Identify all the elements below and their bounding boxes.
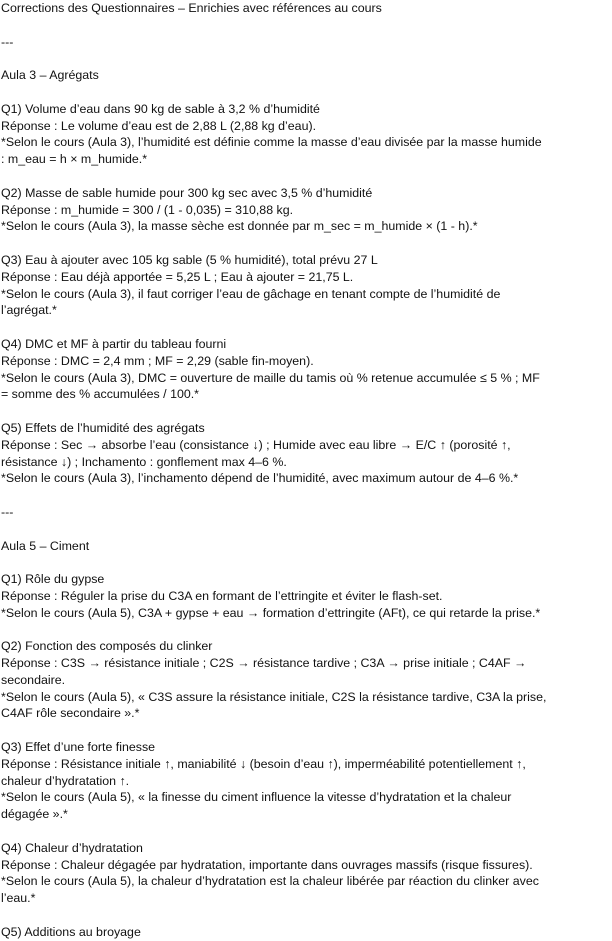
course-note: *Selon le cours (Aula 3), la masse sèche est donnée par m_sec = m_humide × (1 - h).* xyxy=(1,219,478,234)
spacer xyxy=(1,17,612,34)
answer-text: Réponse : Réguler la prise du C3A en formant de l’ettringite et éviter le flash-set. xyxy=(1,588,443,603)
answer-text: Réponse : Le volume d’eau est de 2,88 L (2,88 kg d’eau). xyxy=(1,118,317,133)
course-note: *Selon le cours (Aula 5), « C3S assure la résistance initiale, C2S la résistance tardive, C3A la prise, xyxy=(1,689,547,704)
document-title: Corrections des Questionnaires – Enrichies avec références au cours xyxy=(1,1,382,15)
spacer xyxy=(1,823,612,840)
answer-text: Réponse : DMC = 2,4 mm ; MF = 2,29 (sable fin-moyen). xyxy=(1,353,314,368)
course-note: *Selon le cours (Aula 5), la chaleur d’hydratation est la chaleur libérée par réaction du clinker avec xyxy=(1,874,539,889)
separator: --- xyxy=(1,34,14,49)
section-heading-aula-5: Aula 5 – Ciment xyxy=(1,538,90,553)
answer-text: Réponse : Eau déjà apportée = 5,25 L ; Eau à ajouter = 21,75 L. xyxy=(1,269,354,284)
question-text: Q1) Volume d’eau dans 90 kg de sable à 3,2 % d’humidité xyxy=(1,101,320,116)
question-text: Q2) Masse de sable humide pour 300 kg sec avec 3,5 % d’humidité xyxy=(1,185,373,200)
course-note: *Selon le cours (Aula 5), C3A + gypse + eau → formation d’ettringite (AFt), ce qui retarde la prise.* xyxy=(1,605,541,620)
course-note: *Selon le cours (Aula 3), l’humidité est définie comme la masse d’eau divisée par la masse humide xyxy=(1,135,542,150)
course-note: l’eau.* xyxy=(1,891,36,906)
section-heading-aula-3: Aula 3 – Agrégats xyxy=(1,68,99,83)
spacer xyxy=(1,554,612,571)
answer-text: secondaire. xyxy=(1,672,66,687)
spacer xyxy=(1,403,612,420)
answer-text: chaleur d’hydratation ↑. xyxy=(1,773,130,788)
spacer xyxy=(1,487,612,504)
separator: --- xyxy=(1,504,14,519)
question-text: Q2) Fonction des composés du clinker xyxy=(1,639,213,654)
question-text: Q1) Rôle du gypse xyxy=(1,572,105,587)
question-text: Q4) Chaleur d’hydratation xyxy=(1,840,143,855)
course-note: : m_eau = h × m_humide.* xyxy=(1,152,148,167)
question-text: Q5) Effets de l’humidité des agrégats xyxy=(1,420,205,435)
spacer xyxy=(1,907,612,924)
course-note: *Selon le cours (Aula 3), il faut corriger l’eau de gâchage en tenant compte de l’humidité de xyxy=(1,286,501,301)
course-note: l’agrégat.* xyxy=(1,303,57,318)
answer-text: Réponse : Sec → absorbe l’eau (consistance ↓) ; Humide avec eau libre → E/C ↑ (porosité ↑, xyxy=(1,437,511,452)
question-text: Q3) Eau à ajouter avec 105 kg sable (5 % humidité), total prévu 27 L xyxy=(1,252,378,267)
course-note: *Selon le cours (Aula 3), DMC = ouverture de maille du tamis où % retenue accumulée ≤ 5 % ; MF xyxy=(1,370,540,385)
answer-text: Réponse : Résistance initiale ↑, maniabilité ↓ (besoin d’eau ↑), imperméabilité potentiellement ↑, xyxy=(1,756,526,771)
spacer xyxy=(1,521,612,538)
course-note: C4AF rôle secondaire ».* xyxy=(1,706,140,721)
course-note: dégagée ».* xyxy=(1,807,68,822)
answer-text: Réponse : C3S → résistance initiale ; C2S → résistance tardive ; C3A → prise initiale ; C4AF → xyxy=(1,656,527,671)
spacer xyxy=(1,621,612,638)
spacer xyxy=(1,84,612,101)
question-text: Q3) Effet d’une forte finesse xyxy=(1,740,156,755)
course-note: *Selon le cours (Aula 3), l’inchamento dépend de l’humidité, avec maximum autour de 4–6 %.* xyxy=(1,471,519,486)
answer-text: Réponse : m_humide = 300 / (1 - 0,035) = 310,88 kg. xyxy=(1,202,294,217)
course-note: = somme des % accumulées / 100.* xyxy=(1,387,200,402)
spacer xyxy=(1,722,612,739)
course-note: *Selon le cours (Aula 5), « la finesse du ciment influence la vitesse d’hydratation et la chaleur xyxy=(1,790,512,805)
spacer xyxy=(1,235,612,252)
question-text: Q4) DMC et MF à partir du tableau fourni xyxy=(1,336,227,351)
spacer xyxy=(1,319,612,336)
answer-text: résistance ↓) ; Inchamento : gonflement max 4–6 %. xyxy=(1,454,287,469)
spacer xyxy=(1,168,612,185)
spacer xyxy=(1,50,612,67)
question-text: Q5) Additions au broyage xyxy=(1,924,141,939)
answer-text: Réponse : Chaleur dégagée par hydratation, importante dans ouvrages massifs (risque fissures). xyxy=(1,857,533,872)
